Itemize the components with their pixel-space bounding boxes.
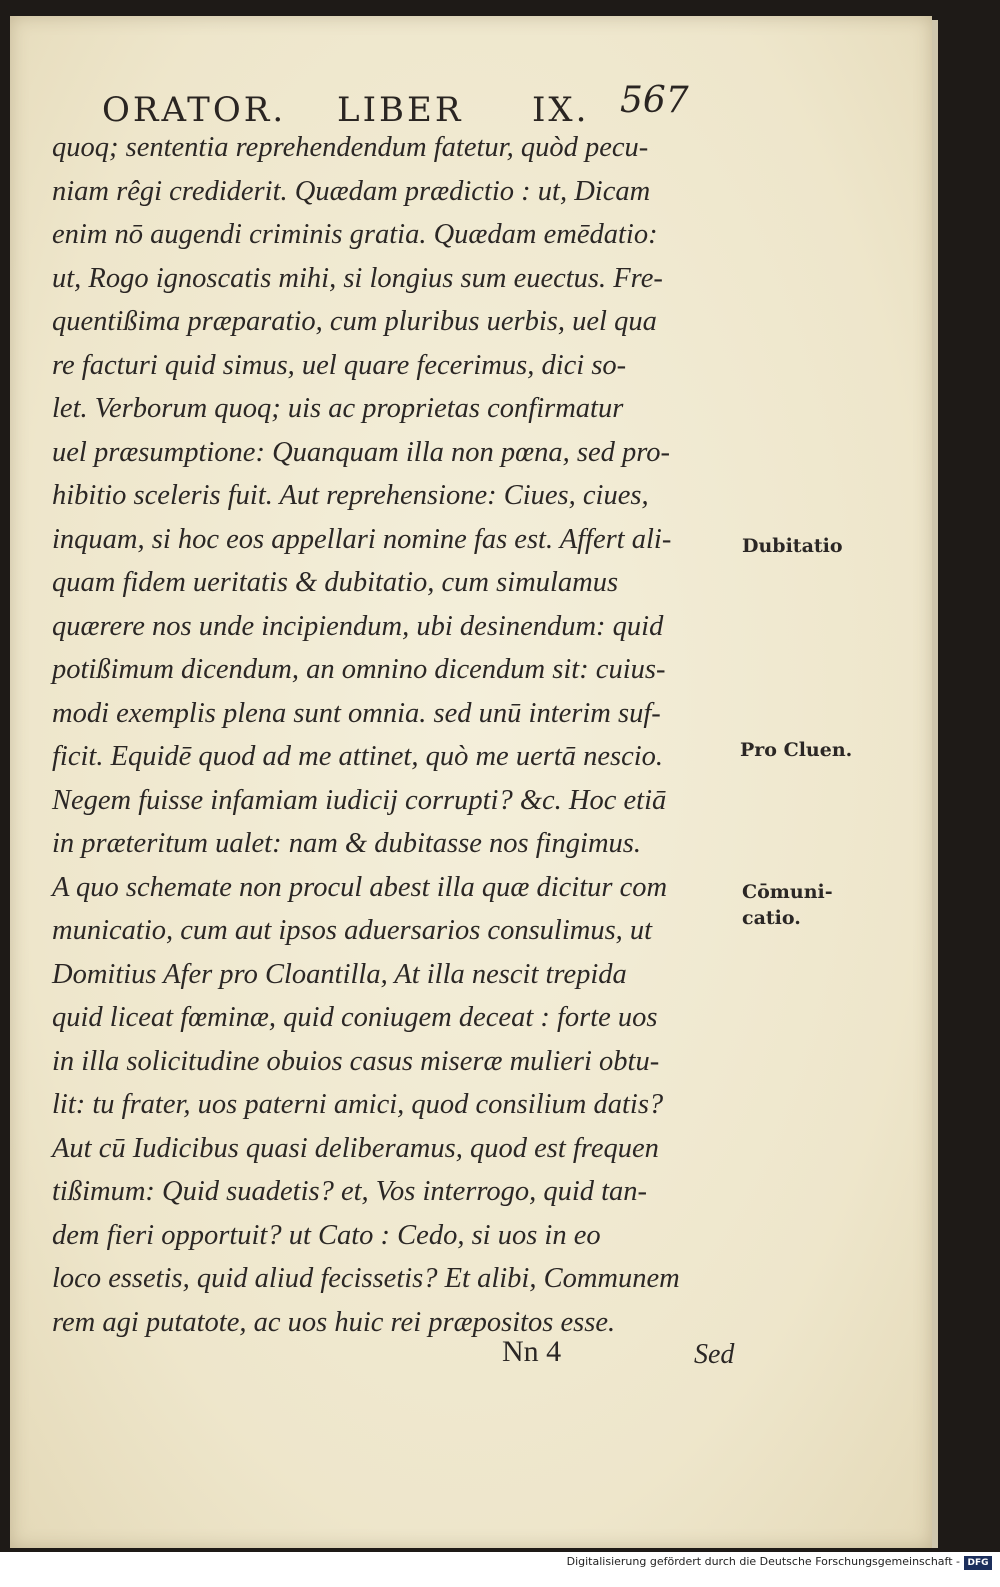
running-head-title: ORATOR. (102, 90, 287, 130)
text-line: quentißima præparatio, cum pluribus uerbis, uel qua (52, 306, 657, 337)
marginal-note-pro-cluen: Pro Cluen. (740, 739, 853, 761)
text-line: hibitio sceleris fuit. Aut reprehensione: Ciues, ciues, (52, 480, 649, 511)
page-edge (932, 20, 938, 1548)
text-line: quærere nos unde incipiendum, ubi desinendum: quid (52, 610, 664, 642)
marginal-note-communicatio-2: catio. (742, 907, 801, 929)
running-head-number: IX. (532, 90, 590, 130)
text-line: let. Verborum quoq; uis ac proprietas confirmatur (52, 393, 624, 424)
text-line: enim nō augendi criminis gratia. Quædam emēdatio: (52, 219, 658, 250)
signature-mark: Nn 4 (502, 1335, 562, 1368)
text-line: Negem fuisse infamiam iudicij corrupti? &c. Hoc etiā (52, 784, 667, 816)
text-line: dem fieri opportuit? ut Cato : Cedo, si uos in eo (52, 1219, 601, 1251)
text-line: loco essetis, quid aliud fecissetis? Et alibi, Communem (52, 1263, 680, 1294)
text-line: potißimum dicendum, an omnino dicendum sit: cuius- (52, 654, 666, 685)
marginal-note-communicatio-1: Cōmuni- (742, 881, 833, 903)
text-line: lit: tu frater, uos paterni amici, quod consilium datis? (52, 1089, 664, 1120)
text-line: niam rêgi crediderit. Quædam prædictio : ut, Dicam (52, 175, 651, 207)
text-line: quam fidem ueritatis & dubitatio, cum simulamus (52, 567, 619, 598)
text-line: Aut cū Iudicibus quasi deliberamus, quod est frequen (52, 1132, 659, 1164)
folio-number: 567 (620, 80, 689, 121)
text-line: in illa solicitudine obuios casus miseræ mulieri obtu- (52, 1045, 660, 1077)
dfg-logo: DFG (964, 1556, 992, 1570)
text-line: Domitius Afer pro Cloantilla, At illa nescit trepida (52, 958, 627, 990)
marginal-note-dubitatio: Dubitatio (742, 535, 843, 557)
text-line: inquam, si hoc eos appellari nomine fas est. Affert ali- (52, 523, 672, 555)
footer-bar (0, 1552, 1000, 1587)
text-line: re facturi quid simus, uel quare fecerimus, dici so- (52, 349, 627, 381)
text-line: modi exemplis plena sunt omnia. sed unū interim suf- (52, 697, 661, 729)
text-line: uel præsumptione: Quanquam illa non pœna, sed pro- (52, 436, 671, 468)
text-line: rem agi putatote, ac uos huic rei præpositos esse. (52, 1306, 616, 1338)
catchword: Sed (694, 1339, 735, 1370)
text-line: quoq; sententia reprehendendum fatetur, quòd pecu- (52, 132, 649, 163)
text-line: ut, Rogo ignoscatis mihi, si longius sum euectus. Fre- (52, 262, 663, 294)
running-head-book: LIBER (337, 90, 464, 130)
text-line: quid liceat fœminæ, quid coniugem deceat : forte uos (52, 1002, 658, 1033)
text-line: A quo schemate non procul abest illa quæ dicitur com (52, 871, 668, 903)
text-line: in præteritum ualet: nam & dubitasse nos fingimus. (52, 828, 642, 859)
text-line: tißimum: Quid suadetis? et, Vos interrogo, quid tan- (52, 1176, 648, 1207)
body-text (52, 126, 742, 1344)
text-line: ficit. Equidē quod ad me attinet, quò me uertā nescio. (52, 741, 664, 772)
text-line: municatio, cum aut ipsos aduersarios consulimus, ut (52, 915, 653, 946)
footer-credit: Digitalisierung gefördert durch die Deutsche Forschungsgemeinschaft - (566, 1555, 960, 1568)
